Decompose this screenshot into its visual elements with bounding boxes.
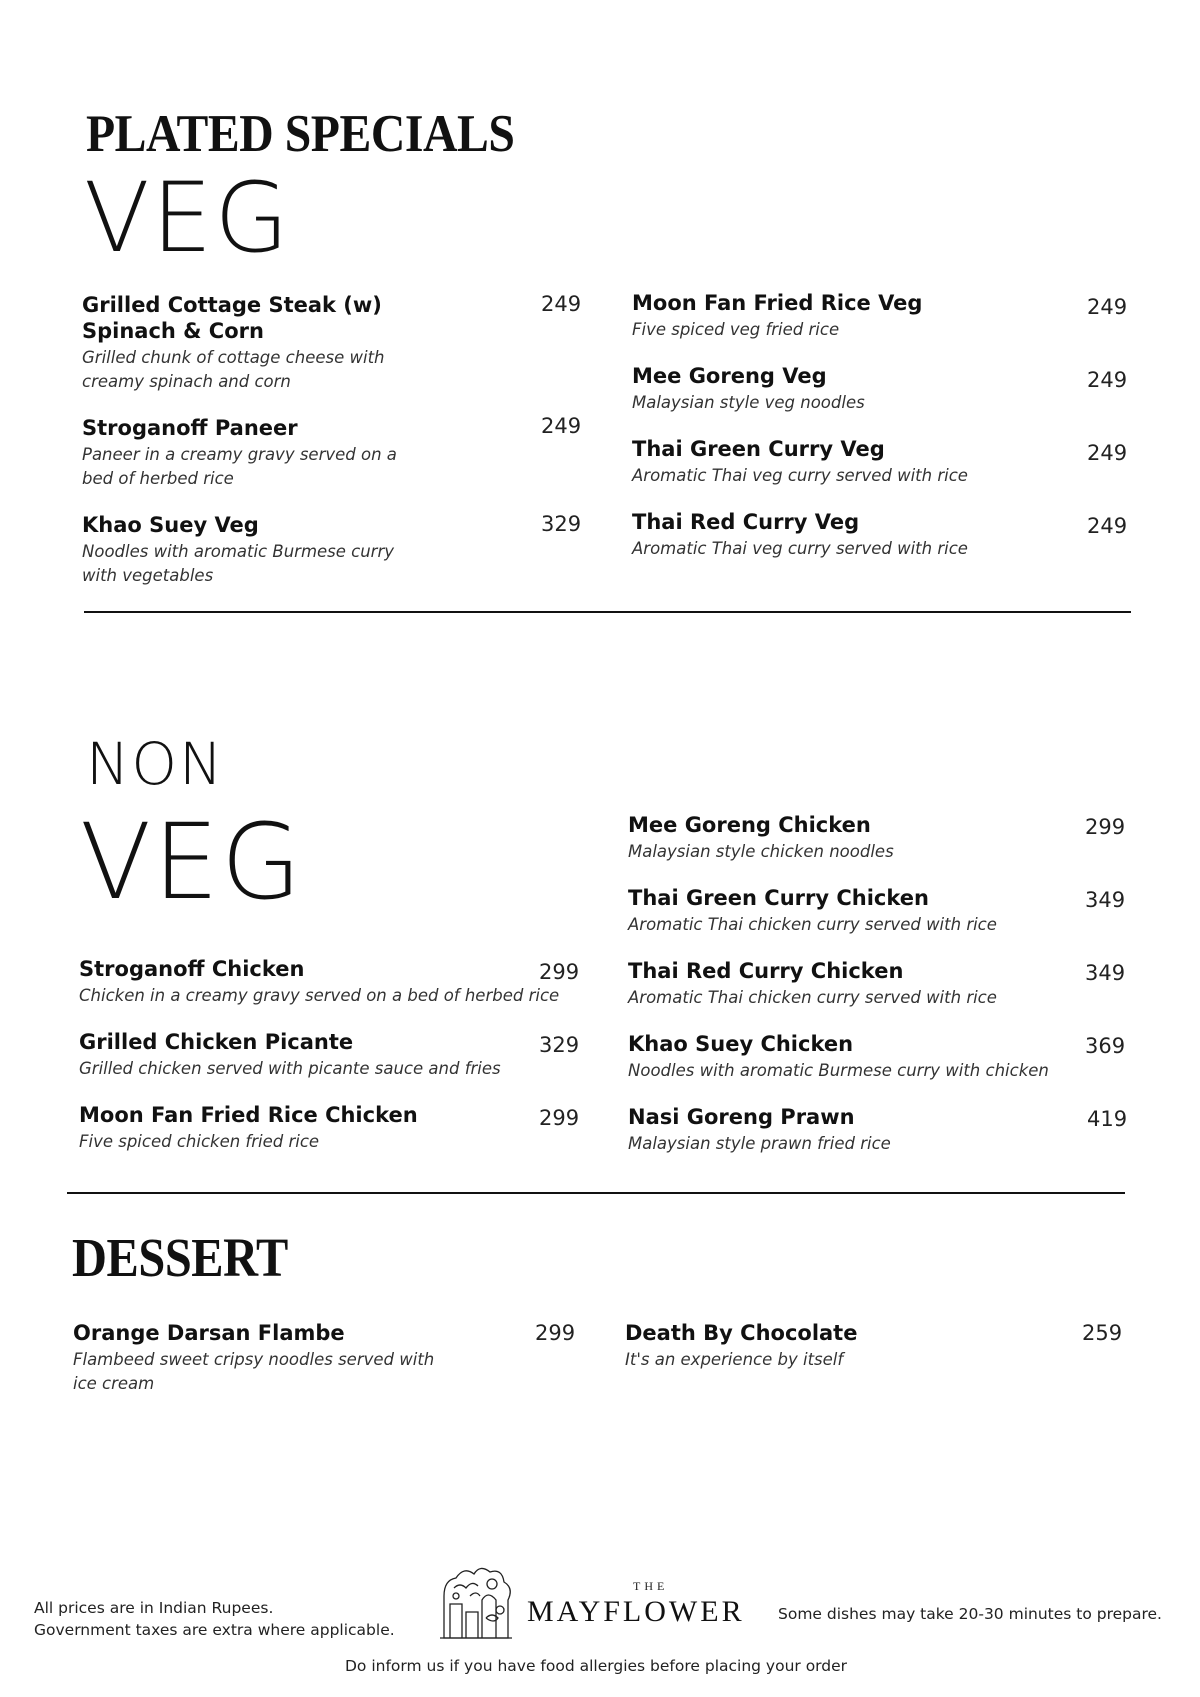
prices-note-line: All prices are in Indian Rupees. — [34, 1599, 274, 1617]
brand-the: THE — [633, 1579, 669, 1593]
item-name: Nasi Goreng Prawn — [628, 1105, 855, 1129]
item-description: Aromatic Thai veg curry served with rice — [632, 539, 968, 558]
item-name: Thai Green Curry Veg — [632, 437, 885, 461]
page-title: PLATED SPECIALS — [86, 105, 515, 163]
item-price: 349 — [1085, 961, 1126, 985]
menu-item — [628, 812, 1068, 864]
prices-note — [34, 1597, 395, 1641]
item-name: Stroganoff Chicken — [79, 957, 305, 981]
item-name: Thai Green Curry Chicken — [628, 886, 929, 910]
menu-item — [79, 956, 579, 1008]
item-price: 249 — [1087, 368, 1128, 392]
item-description: Noodles with aromatic Burmese curry with vegetables — [82, 542, 395, 585]
menu-item — [82, 512, 422, 588]
menu-item — [82, 292, 422, 394]
menu-item — [628, 958, 1068, 1010]
item-price: 419 — [1087, 1107, 1128, 1131]
nonveg-heading-top: NON — [86, 730, 225, 798]
item-price: 299 — [539, 1106, 580, 1130]
item-price: 249 — [1087, 295, 1128, 319]
section-divider — [84, 611, 1131, 613]
item-description: Grilled chicken served with picante sauce and fries — [79, 1059, 501, 1078]
item-description: Paneer in a creamy gravy served on a bed of herbed rice — [82, 445, 397, 488]
item-name: Grilled Chicken Picante — [79, 1030, 354, 1054]
veg-heading: VEG — [84, 162, 291, 274]
brand-name: MAYFLOWER — [527, 1595, 745, 1628]
item-name: Grilled Cottage Steak (w) Spinach & Corn — [82, 293, 382, 343]
item-name: Death By Chocolate — [625, 1321, 858, 1345]
menu-item — [82, 415, 422, 491]
item-price: 369 — [1085, 1034, 1126, 1058]
item-price: 329 — [539, 1033, 580, 1057]
item-name: Khao Suey Chicken — [628, 1032, 854, 1056]
item-name: Mee Goreng Chicken — [628, 813, 871, 837]
item-name: Khao Suey Veg — [82, 513, 259, 537]
item-name: Orange Darsan Flambe — [73, 1321, 345, 1345]
dessert-heading: DESSERT — [72, 1227, 288, 1288]
item-price: 249 — [541, 292, 582, 316]
menu-item — [625, 1320, 1005, 1372]
item-description: It's an experience by itself — [625, 1350, 844, 1369]
item-description: Chicken in a creamy gravy served on a bed of herbed rice — [79, 986, 560, 1005]
item-price: 299 — [1085, 815, 1126, 839]
menu-item — [79, 1102, 539, 1154]
item-description: Aromatic Thai chicken curry served with rice — [628, 988, 997, 1007]
item-description: Flambeed sweet cripsy noodles served with ice cream — [73, 1350, 435, 1393]
item-description: Aromatic Thai chicken curry served with rice — [628, 915, 997, 934]
item-description: Noodles with aromatic Burmese curry with chicken — [628, 1061, 1049, 1080]
menu-item — [632, 290, 992, 342]
item-price: 349 — [1085, 888, 1126, 912]
item-price: 299 — [535, 1321, 576, 1345]
menu-item — [628, 1104, 1068, 1156]
menu-item — [632, 509, 1012, 561]
menu-item — [73, 1320, 453, 1396]
prices-note-line: Government taxes are extra where applicable. — [34, 1621, 395, 1639]
preparation-time-note: Some dishes may take 20-30 minutes to prepare. — [778, 1605, 1162, 1623]
item-name: Moon Fan Fried Rice Veg — [632, 291, 923, 315]
menu-item — [632, 363, 992, 415]
item-description: Five spiced veg fried rice — [632, 320, 840, 339]
section-divider — [67, 1192, 1125, 1194]
item-price: 329 — [541, 512, 582, 536]
menu-item — [628, 1031, 1088, 1083]
menu-item — [632, 436, 1012, 488]
menu-item — [628, 885, 1068, 937]
item-name: Thai Red Curry Veg — [632, 510, 860, 534]
allergy-note: Do inform us if you have food allergies before placing your order — [345, 1657, 848, 1675]
nonveg-heading-bottom: VEG — [80, 801, 304, 923]
item-description: Malaysian style chicken noodles — [628, 842, 894, 861]
item-description: Grilled chunk of cottage cheese with creamy spinach and corn — [82, 348, 385, 391]
item-name: Moon Fan Fried Rice Chicken — [79, 1103, 418, 1127]
item-name: Mee Goreng Veg — [632, 364, 827, 388]
item-description: Malaysian style veg noodles — [632, 393, 865, 412]
item-description: Aromatic Thai veg curry served with rice — [632, 466, 968, 485]
item-price: 299 — [539, 960, 580, 984]
item-price: 249 — [1087, 514, 1128, 538]
item-price: 249 — [1087, 441, 1128, 465]
item-price: 259 — [1082, 1321, 1123, 1345]
item-name: Thai Red Curry Chicken — [628, 959, 904, 983]
mayflower-logo-icon — [436, 1560, 516, 1642]
item-name: Stroganoff Paneer — [82, 416, 298, 440]
item-description: Malaysian style prawn fried rice — [628, 1134, 891, 1153]
item-description: Five spiced chicken fried rice — [79, 1132, 320, 1151]
menu-item — [79, 1029, 579, 1081]
item-price: 249 — [541, 414, 582, 438]
